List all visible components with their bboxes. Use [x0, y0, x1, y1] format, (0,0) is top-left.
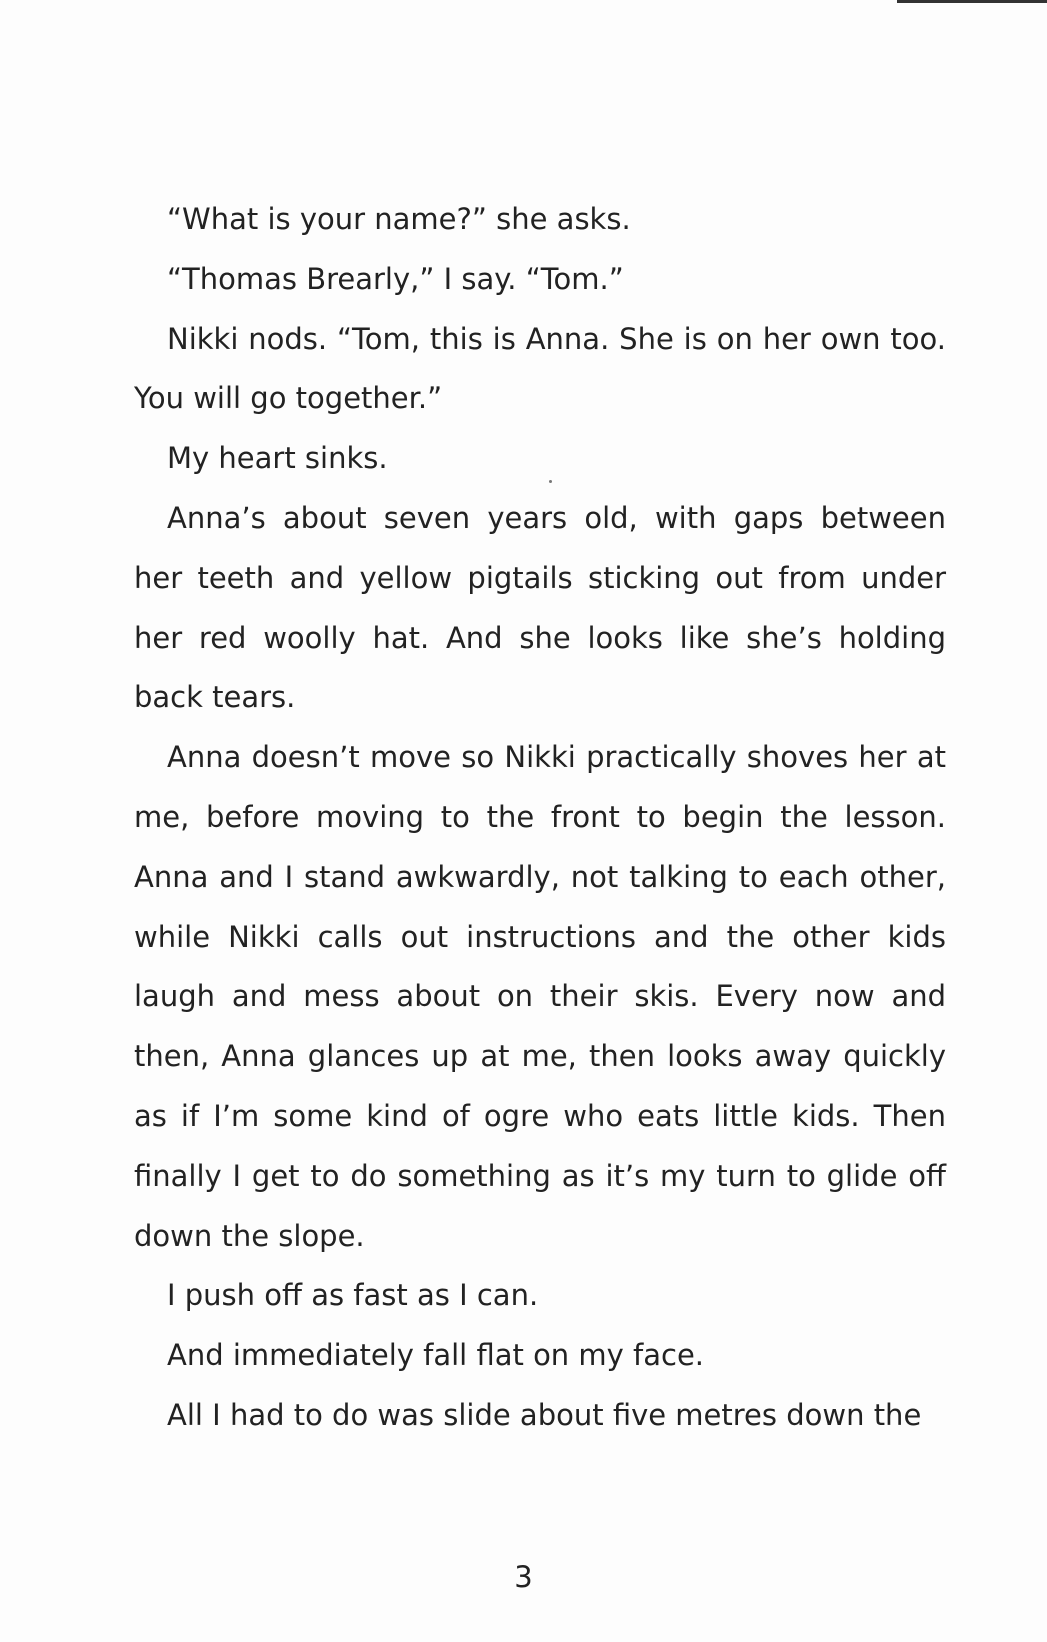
paragraph-push-off: I push off as fast as I can.	[167, 1278, 539, 1313]
paragraph-heart-sinks: My heart sinks.	[167, 441, 388, 476]
paragraph-name-answer: “Thomas Brearly,” I say. “Tom.”	[167, 261, 624, 296]
page-number: 3	[514, 1560, 533, 1594]
body-text	[134, 190, 946, 1446]
paragraph-name-question: “What is your name?” she asks.	[167, 202, 631, 236]
print-speck	[549, 480, 552, 483]
paragraph-nikki-introduces-anna: Nikki nods. “Tom, this is Anna. She is on her own too. You will go together.”	[134, 321, 946, 416]
paragraph-slide: All I had to do was slide about five metres down the	[167, 1397, 922, 1432]
paragraph-fall: And immediately fall flat on my face.	[167, 1338, 705, 1373]
paragraph-lesson: Anna doesn’t move so Nikki practically shoves her at me, before moving to the front to begin the lesson. Anna and I stand awkwardly, not talking to each other, while Nikki calls out instructions and the other kids laugh and mess about on their skis. Every now and then, Anna glances up at me, then looks away quickly as if I’m some kind of ogre who eats little kids. Then finally I get to do something as it’s my turn to glide off down the slope.	[134, 740, 946, 1253]
paragraph-anna-description: Anna’s about seven years old, with gaps between her teeth and yellow pigtails sticking out from under her red woolly hat. And she looks like she’s holding back tears.	[134, 500, 946, 715]
top-edge-rule	[897, 0, 1047, 3]
